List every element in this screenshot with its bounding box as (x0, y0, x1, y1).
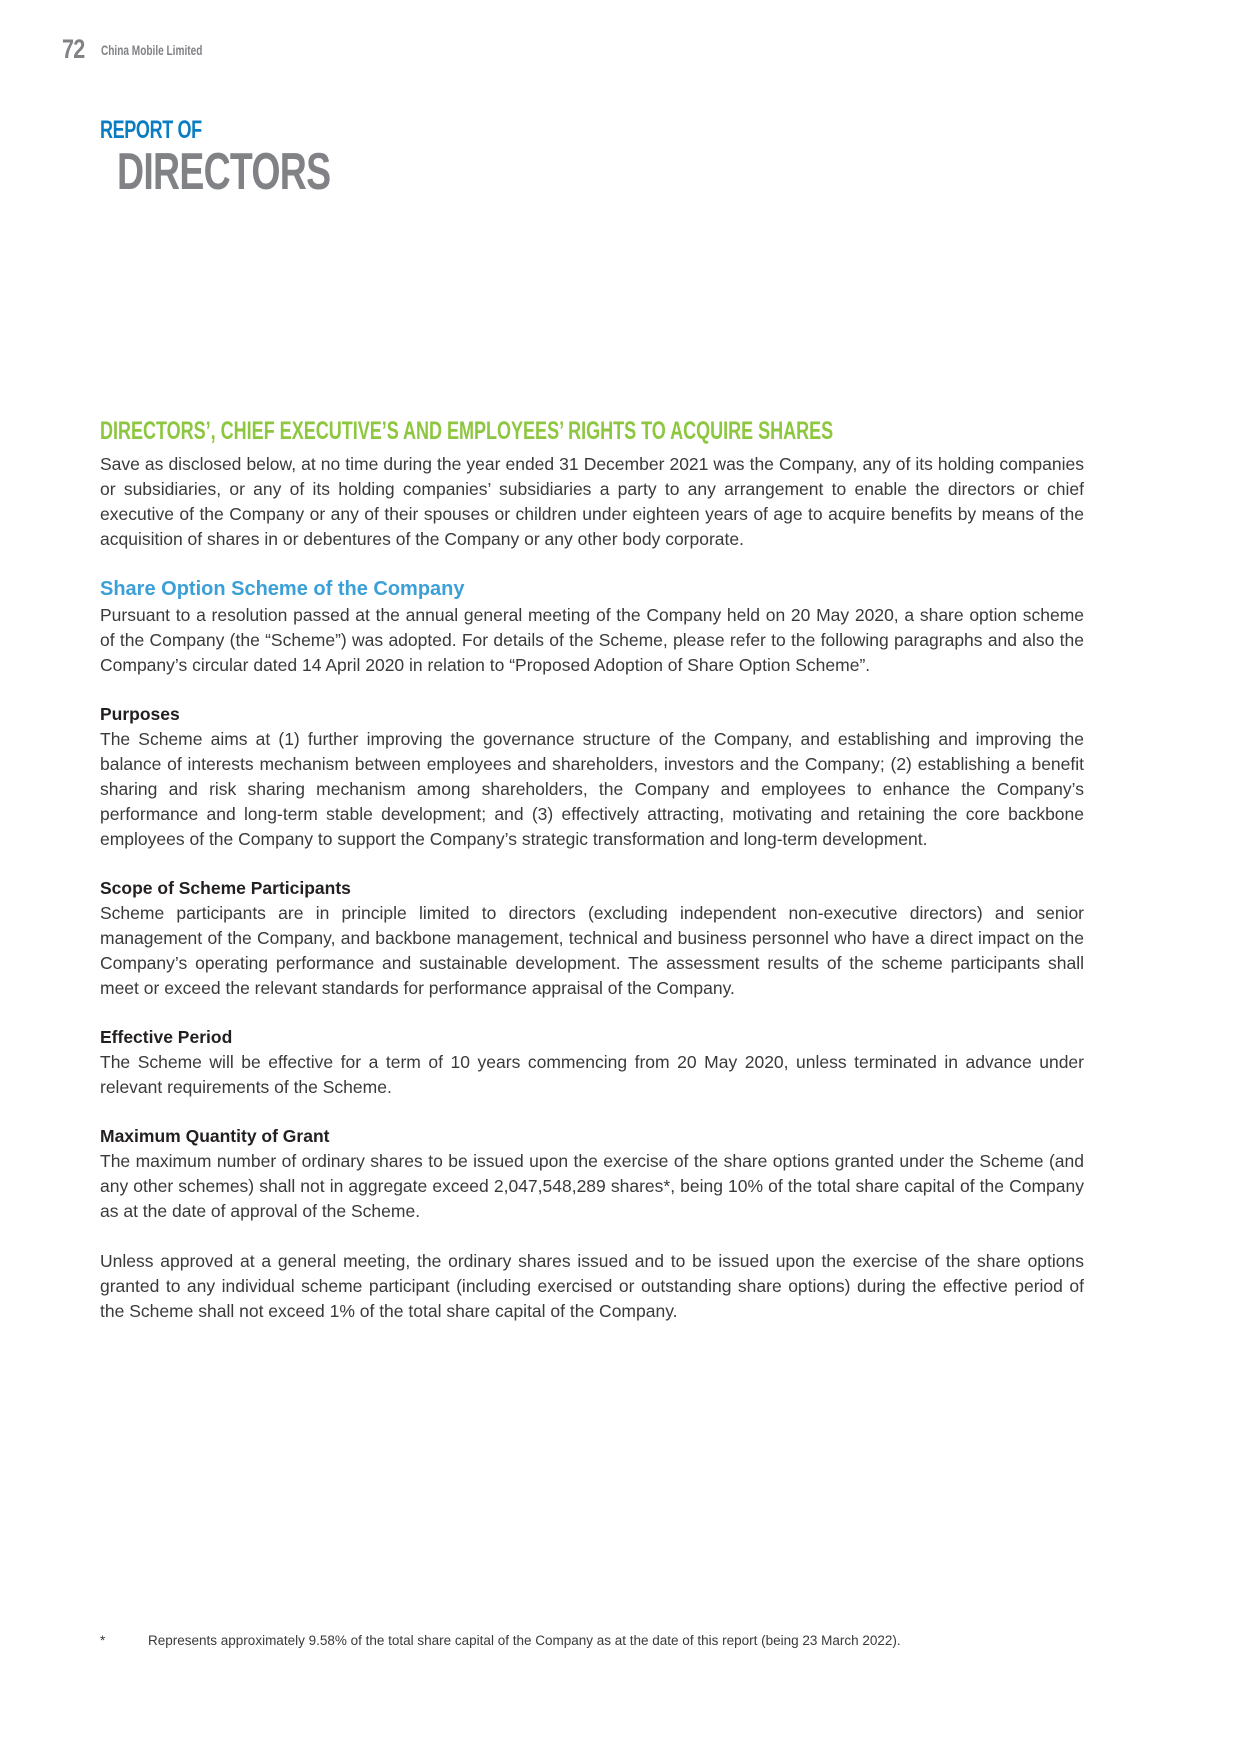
subsection-text: Scheme participants are in principle limited to directors (excluding independent non-executive directors) and senior management of the Company, and backbone management, technical and business personnel who have a direct impact on the Company’s operating performance and sustainable development. The assessment results of the scheme participants shall meet or exceed the relevant standards for performance appraisal of the Company. (100, 903, 1084, 998)
subsection-title: Effective Period (100, 1027, 233, 1047)
subsection-max-grant (100, 1125, 1084, 1224)
subsection-text: The maximum number of ordinary shares to be issued upon the exercise of the share options granted under the Scheme (and any other schemes) shall not in aggregate exceed 2,047,548,289 shares*, being 10% of the total share capital of the Company as at the date of approval of the Scheme. (100, 1151, 1084, 1221)
section-heading: DIRECTORS’, CHIEF EXECUTIVE’S AND EMPLOYEES’ RIGHTS TO ACQUIRE SHARES (100, 417, 834, 445)
footnote (100, 1632, 1140, 1650)
subsection-title: Maximum Quantity of Grant (100, 1126, 330, 1146)
subsection-title: Scope of Scheme Participants (100, 878, 351, 898)
scheme-block (100, 577, 1084, 678)
scheme-intro: Pursuant to a resolution passed at the annual general meeting of the Company held on 20 May 2020, a share option scheme of the Company (the “Scheme”) was adopted. For details of the Scheme, please refer to the following paragraphs and also the Company’s circular dated 14 April 2020 in relation to “Proposed Adoption of Share Option Scheme”. (100, 605, 1084, 675)
extra-paragraph: Unless approved at a general meeting, the ordinary shares issued and to be issued upon the exercise of the share options granted to any individual scheme participant (including exercised or outstanding share options) during the effective period of the Scheme shall not exceed 1% of the total share capital of the Company. (100, 1251, 1084, 1321)
section-intro: Save as disclosed below, at no time during the year ended 31 December 2021 was the Company, any of its holding companies or subsidiaries, or any of its holding companies’ subsidiaries a party to any arrangement to enable the directors or chief executive of the Company or any of their spouses or children under eighteen years of age to acquire benefits by means of the acquisition of shares in or debentures of the Company or any other body corporate. (100, 454, 1084, 549)
subsection-text: The Scheme aims at (1) further improving the governance structure of the Company, and establishing and improving the balance of interests mechanism between employees and shareholders, investors and the Company; (2) establishing a benefit sharing and risk sharing mechanism among shareholders, the Company and employees to enhance the Company’s performance and long-term stable development; and (3) effectively attracting, motivating and retaining the core backbone employees of the Company to support the Company’s strategic transformation and long-term development. (100, 729, 1084, 849)
page-number: 72 (62, 34, 85, 64)
scheme-heading: Share Option Scheme of the Company (100, 578, 465, 600)
extra-paragraph-block (100, 1249, 1084, 1324)
subsection-text: The Scheme will be effective for a term of 10 years commencing from 20 May 2020, unless terminated in advance under relevant requirements of the Scheme. (100, 1052, 1084, 1097)
main-content (100, 416, 1084, 1324)
subsection-purposes (100, 703, 1084, 852)
subsection-effective-period (100, 1026, 1084, 1100)
footnote-marker: * (100, 1633, 106, 1648)
subsection-scope (100, 877, 1084, 1001)
company-name: China Mobile Limited (101, 42, 203, 58)
footnote-text: Represents approximately 9.58% of the total share capital of the Company as at the date of this report (being 23 March 2022). (148, 1633, 901, 1648)
title-report-of: REPORT OF (100, 116, 202, 144)
subsection-title: Purposes (100, 704, 180, 724)
title-directors: DIRECTORS (117, 143, 331, 201)
